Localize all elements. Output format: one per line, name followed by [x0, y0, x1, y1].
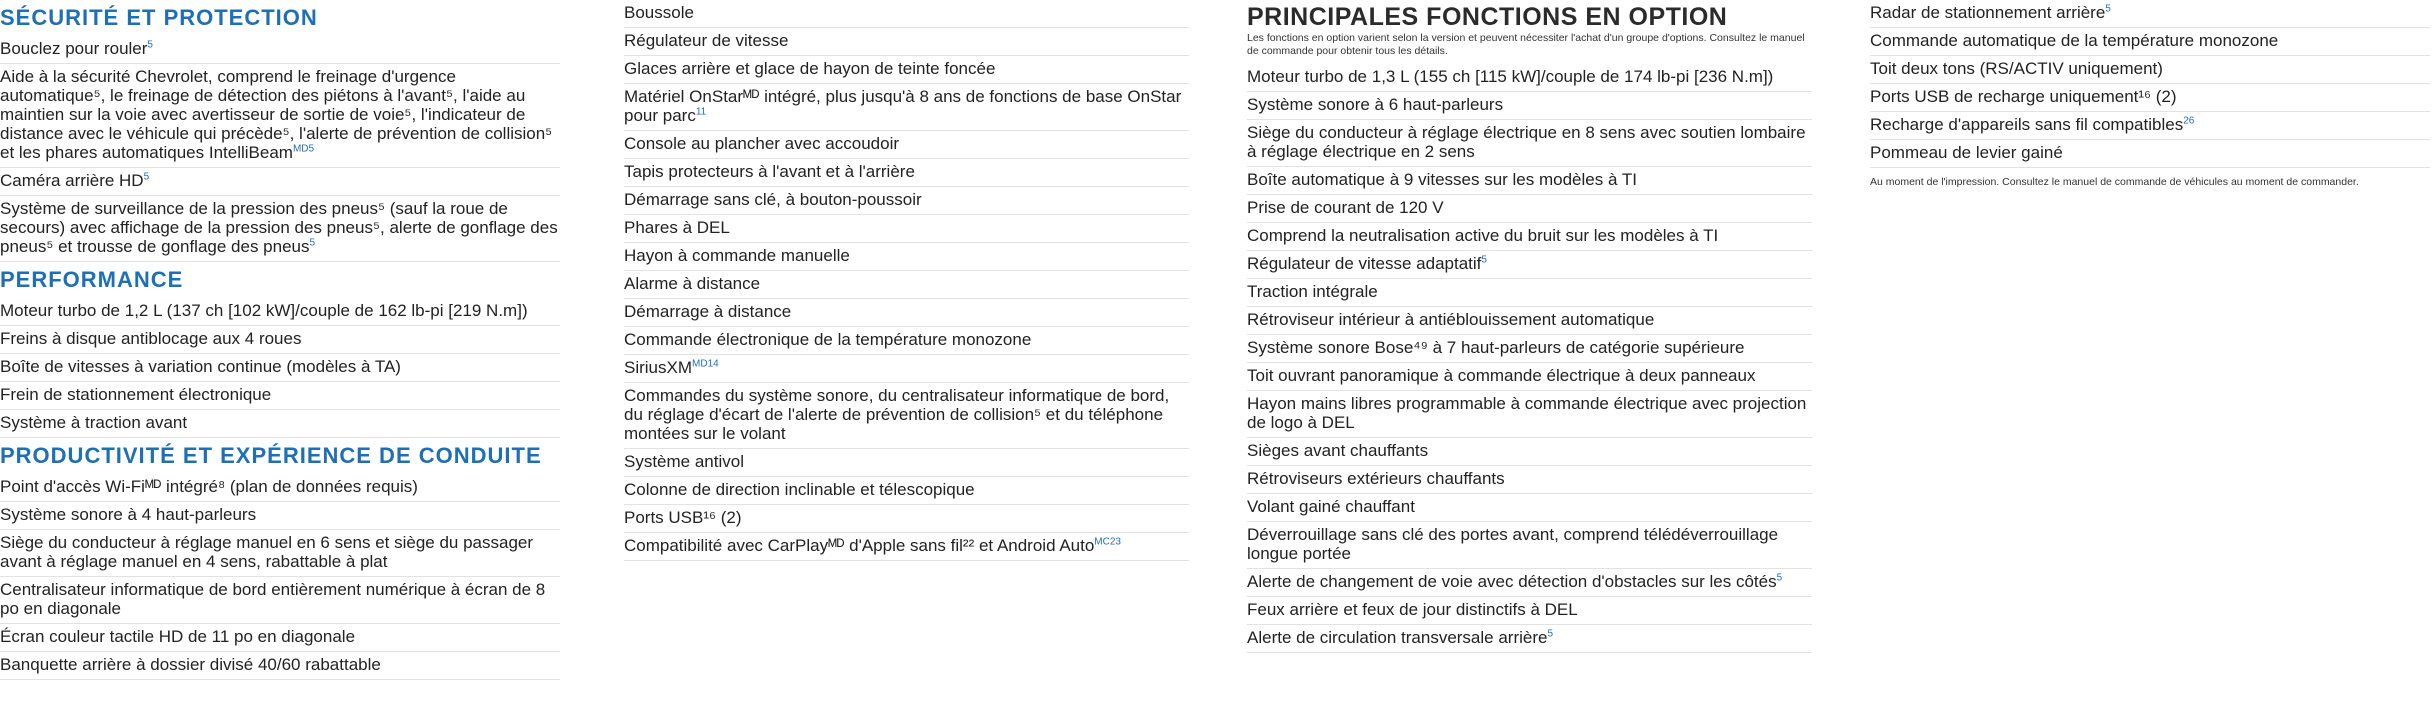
feature-text: Prise de courant de 120 V [1247, 198, 1444, 217]
feature-text: Démarrage à distance [624, 302, 792, 321]
list-item [1247, 391, 1812, 438]
list-item [1870, 28, 2430, 56]
feature-text: Phares à DEL [624, 218, 730, 237]
feature-text: Ports USB¹⁶ (2) [624, 508, 742, 527]
list-item [624, 533, 1189, 561]
feature-list [0, 36, 560, 262]
list-item [1247, 195, 1812, 223]
list-item [1247, 279, 1812, 307]
feature-text: Toit ouvrant panoramique à commande électrique à deux panneaux [1247, 366, 1756, 385]
feature-text: Sièges avant chauffants [1247, 441, 1429, 460]
list-item [1247, 363, 1812, 391]
footnote-ref: MD14 [692, 358, 719, 370]
footnote-ref: 5 [1547, 628, 1554, 640]
feature-text: Écran couleur tactile HD de 11 po en diagonale [0, 627, 356, 646]
feature-text: Alerte de changement de voie avec détection d'obstacles sur les côtés [1247, 572, 1777, 591]
list-item [0, 36, 560, 64]
list-item [0, 530, 560, 577]
footnote-ref: MC23 [1094, 536, 1121, 548]
list-item [1247, 92, 1812, 120]
feature-text: Moteur turbo de 1,3 L (155 ch [115 kW]/couple de 174 lb-pi [236 N.m]) [1247, 67, 1774, 86]
list-item [0, 577, 560, 624]
feature-text: Volant gainé chauffant [1247, 497, 1415, 516]
footnote-ref: 5 [2105, 3, 2111, 15]
footnote-ref: 11 [695, 106, 707, 118]
column-optional-features-continued [1870, 0, 2430, 188]
feature-text: Toit deux tons (RS/ACTIV uniquement) [1870, 59, 2163, 78]
list-item [0, 298, 560, 326]
feature-text: Commande automatique de la température monozone [1870, 31, 2279, 50]
feature-text: Comprend la neutralisation active du bruit sur les modèles à TI [1247, 226, 1719, 245]
feature-text: Alarme à distance [624, 274, 761, 293]
feature-text: Tapis protecteurs à l'avant et à l'arrière [624, 162, 915, 181]
list-item [624, 187, 1189, 215]
feature-text: Système antivol [624, 452, 744, 471]
list-item [1870, 112, 2430, 140]
feature-text: Matériel OnStarᴹᴰ intégré, plus jusqu'à 8 ans de fonctions de base OnStar pour parc [624, 87, 1182, 125]
feature-text: Boussole [624, 3, 694, 22]
column-standard-features [624, 0, 1189, 561]
footnote-ref: 26 [2183, 115, 2195, 127]
list-item [1247, 64, 1812, 92]
feature-text: Siège du conducteur à réglage électrique en 8 sens avec soutien lombaire à réglage électrique en 2 sens [1247, 123, 1806, 161]
footnote-ref: 5 [143, 171, 150, 183]
list-item [0, 382, 560, 410]
feature-text: Compatibilité avec CarPlayᴹᴰ d'Apple sans fil²² et Android Auto [624, 536, 1095, 555]
list-item [624, 84, 1189, 131]
list-item [624, 131, 1189, 159]
list-item [624, 56, 1189, 84]
list-item [1247, 307, 1812, 335]
list-item [624, 505, 1189, 533]
feature-text: Bouclez pour rouler [0, 39, 148, 58]
feature-text: Démarrage sans clé, à bouton-poussoir [624, 190, 922, 209]
feature-text: Système sonore à 4 haut-parleurs [0, 505, 257, 524]
feature-text: Freins à disque antiblocage aux 4 roues [0, 329, 302, 348]
feature-list [1870, 0, 2430, 168]
optional-note: Les fonctions en option varient selon la version et peuvent nécessiter l'achat d'un groupe d'options. Consultez le manuel de commande pour obtenir tous les détails. [1247, 32, 1805, 57]
footnote-ref: 5 [1776, 572, 1783, 584]
feature-text: Déverrouillage sans clé des portes avant, comprend télédéverrouillage longue portée [1247, 525, 1779, 563]
footnote-ref: 5 [1481, 254, 1487, 266]
feature-text: Système à traction avant [0, 413, 188, 432]
feature-text: Hayon à commande manuelle [624, 246, 850, 265]
footnote-ref: 5 [147, 39, 153, 51]
list-item [624, 355, 1189, 383]
feature-text: Système de surveillance de la pression des pneus⁵ (sauf la roue de secours) avec affichage de la pression des pneus⁵, alerte de gonflage des pneus⁵ et trousse de gonflage des pneus [0, 199, 558, 256]
column-optional-features [1247, 0, 1812, 653]
feature-text: Régulateur de vitesse adaptatif [1247, 254, 1482, 273]
list-item [624, 383, 1189, 449]
feature-text: Boîte automatique à 9 vitesses sur les modèles à TI [1247, 170, 1637, 189]
section-heading: PERFORMANCE [0, 267, 184, 292]
feature-text: Rétroviseurs extérieurs chauffants [1247, 469, 1505, 488]
footnote-ref: 5 [309, 237, 316, 249]
feature-text: Radar de stationnement arrière [1870, 3, 2106, 22]
feature-list [1247, 64, 1812, 653]
column-standard-safety [0, 0, 560, 680]
feature-text: Centralisateur informatique de bord entièrement numérique à écran de 8 po en diagonale [0, 580, 546, 618]
feature-text: Point d'accès Wi-Fiᴹᴰ intégré⁸ (plan de données requis) [0, 477, 418, 496]
list-item [1247, 223, 1812, 251]
feature-list [0, 474, 560, 680]
feature-text: Commandes du système sonore, du centralisateur informatique de bord, du réglage d'écart de l'alerte de prévention de collision⁵ et du téléphone montées sur le volant [624, 386, 1170, 443]
section-heading: SÉCURITÉ ET PROTECTION [0, 5, 318, 30]
list-item [624, 449, 1189, 477]
feature-text: Hayon mains libres programmable à commande électrique avec projection de logo à DEL [1247, 394, 1807, 432]
list-item [1247, 438, 1812, 466]
list-item [0, 168, 560, 196]
list-item [1247, 625, 1812, 653]
feature-text: Pommeau de levier gainé [1870, 143, 2063, 162]
feature-text: Traction intégrale [1247, 282, 1378, 301]
list-item [624, 0, 1189, 28]
list-item [1247, 120, 1812, 167]
feature-text: Console au plancher avec accoudoir [624, 134, 900, 153]
section-heading-optional: PRINCIPALES FONCTIONS EN OPTION [1247, 3, 1728, 31]
list-item [0, 196, 560, 262]
list-item [1247, 466, 1812, 494]
list-item [0, 410, 560, 438]
list-item [624, 243, 1189, 271]
list-item [624, 299, 1189, 327]
feature-text: Moteur turbo de 1,2 L (137 ch [102 kW]/couple de 162 lb-pi [219 N.m]) [0, 301, 528, 320]
feature-text: Commande électronique de la température monozone [624, 330, 1032, 349]
footnote-ref: MD5 [292, 143, 315, 155]
feature-text: Colonne de direction inclinable et télescopique [624, 480, 975, 499]
list-item [0, 474, 560, 502]
list-item [624, 28, 1189, 56]
list-item [1247, 167, 1812, 195]
feature-text: Recharge d'appareils sans fil compatibles [1870, 115, 2184, 134]
print-footnote: Au moment de l'impression. Consultez le manuel de commande de véhicules au moment de commander. [1870, 176, 2359, 188]
section-heading: PRODUCTIVITÉ ET EXPÉRIENCE DE CONDUITE [0, 443, 542, 468]
feature-text: Boîte de vitesses à variation continue (modèles à TA) [0, 357, 401, 376]
feature-text: Système sonore Bose⁴⁹ à 7 haut-parleurs de catégorie supérieure [1247, 338, 1745, 357]
feature-list [0, 298, 560, 438]
feature-text: Caméra arrière HD [0, 171, 144, 190]
feature-text: Frein de stationnement électronique [0, 385, 272, 404]
list-item [624, 215, 1189, 243]
feature-text: SiriusXM [624, 358, 693, 377]
list-item [1870, 56, 2430, 84]
list-item [1870, 0, 2430, 28]
list-item [1247, 494, 1812, 522]
list-item [0, 502, 560, 530]
list-item [624, 477, 1189, 505]
feature-list [624, 0, 1189, 561]
list-item [0, 652, 560, 680]
list-item [1870, 84, 2430, 112]
feature-text: Siège du conducteur à réglage manuel en 6 sens et siège du passager avant à réglage manuel en 4 sens, rabattable à plat [0, 533, 534, 571]
feature-text: Rétroviseur intérieur à antiéblouissement automatique [1247, 310, 1655, 329]
feature-text: Glaces arrière et glace de hayon de teinte foncée [624, 59, 996, 78]
feature-text: Ports USB de recharge uniquement¹⁶ (2) [1870, 87, 2177, 106]
list-item [1247, 597, 1812, 625]
feature-text: Système sonore à 6 haut-parleurs [1247, 95, 1504, 114]
list-item [0, 624, 560, 652]
list-item [0, 64, 560, 168]
list-item [1870, 140, 2430, 168]
list-item [1247, 251, 1812, 279]
feature-text: Régulateur de vitesse [624, 31, 789, 50]
feature-text: Feux arrière et feux de jour distinctifs à DEL [1247, 600, 1578, 619]
list-item [624, 271, 1189, 299]
feature-text: Aide à la sécurité Chevrolet, comprend le freinage d'urgence automatique⁵, le freinage de détection des piétons à l'avant⁵, l'aide au maintien sur la voie avec avertisseur de sortie de voie⁵, l'indicateur de distance avec le véhicule qui précède⁵, l'alerte de prévention de collision⁵ et les phares automatiques IntelliBeam [0, 67, 553, 162]
list-item [1247, 335, 1812, 363]
feature-text: Alerte de circulation transversale arrière [1247, 628, 1548, 647]
list-item [0, 354, 560, 382]
list-item [1247, 569, 1812, 597]
feature-text: Banquette arrière à dossier divisé 40/60 rabattable [0, 655, 381, 674]
list-item [1247, 522, 1812, 569]
list-item [624, 327, 1189, 355]
list-item [0, 326, 560, 354]
list-item [624, 159, 1189, 187]
